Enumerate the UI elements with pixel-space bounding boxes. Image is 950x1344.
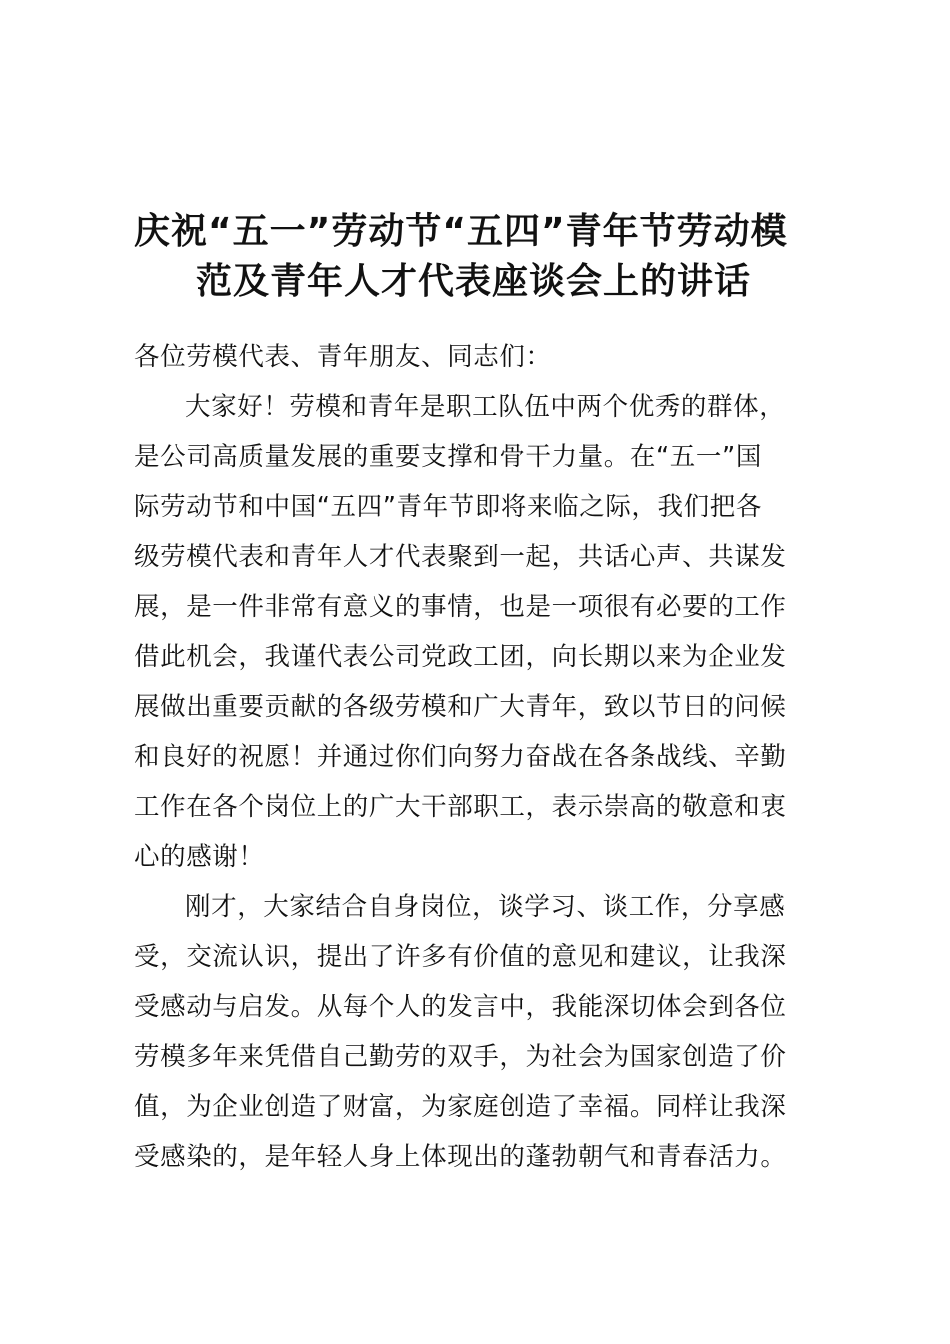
- paragraph-1-line: 际劳动节和中国“五四”青年节即将来临之际，我们把各: [134, 492, 762, 522]
- paragraph-1-line: 是公司高质量发展的重要支撑和骨干力量。在“五一”国: [134, 442, 762, 472]
- salutation: 各位劳模代表、青年朋友、同志们：: [134, 342, 552, 372]
- paragraph-2-line: 受感染的，是年轻人身上体现出的蓬勃朝气和青春活力。: [134, 1142, 787, 1172]
- paragraph-1-line: 级劳模代表和青年人才代表聚到一起，共话心声、共谋发: [134, 542, 787, 572]
- paragraph-1-line: 展，是一件非常有意义的事情，也是一项很有必要的工作: [134, 592, 787, 622]
- paragraph-2-line: 刚才，大家结合自身岗位，谈学习、谈工作，分享感: [185, 892, 786, 922]
- paragraph-1-line: 大家好！劳模和青年是职工队伍中两个优秀的群体，: [185, 392, 786, 422]
- paragraph-1-line: 展做出重要贡献的各级劳模和广大青年，致以节日的问候: [134, 692, 787, 722]
- paragraph-1-line: 和良好的祝愿！并通过你们向努力奋战在各条战线、辛勤: [134, 742, 787, 772]
- paragraph-2-line: 值，为企业创造了财富，为家庭创造了幸福。同样让我深: [134, 1092, 787, 1122]
- document-title-line-1: 庆祝“五一”劳动节“五四”青年节劳动模: [134, 211, 788, 252]
- document-title-line-2: 范及青年人才代表座谈会上的讲话: [196, 261, 752, 302]
- paragraph-2-line: 受感动与启发。从每个人的发言中，我能深切体会到各位: [134, 992, 787, 1022]
- paragraph-1-line: 借此机会，我谨代表公司党政工团，向长期以来为企业发: [134, 642, 787, 672]
- paragraph-1-line: 工作在各个岗位上的广大干部职工，表示崇高的敬意和衷: [134, 792, 787, 822]
- paragraph-2-line: 劳模多年来凭借自己勤劳的双手，为社会为国家创造了价: [134, 1042, 787, 1072]
- paragraph-1-line: 心的感谢！: [134, 842, 265, 872]
- paragraph-2-line: 受，交流认识，提出了许多有价值的意见和建议，让我深: [134, 942, 787, 972]
